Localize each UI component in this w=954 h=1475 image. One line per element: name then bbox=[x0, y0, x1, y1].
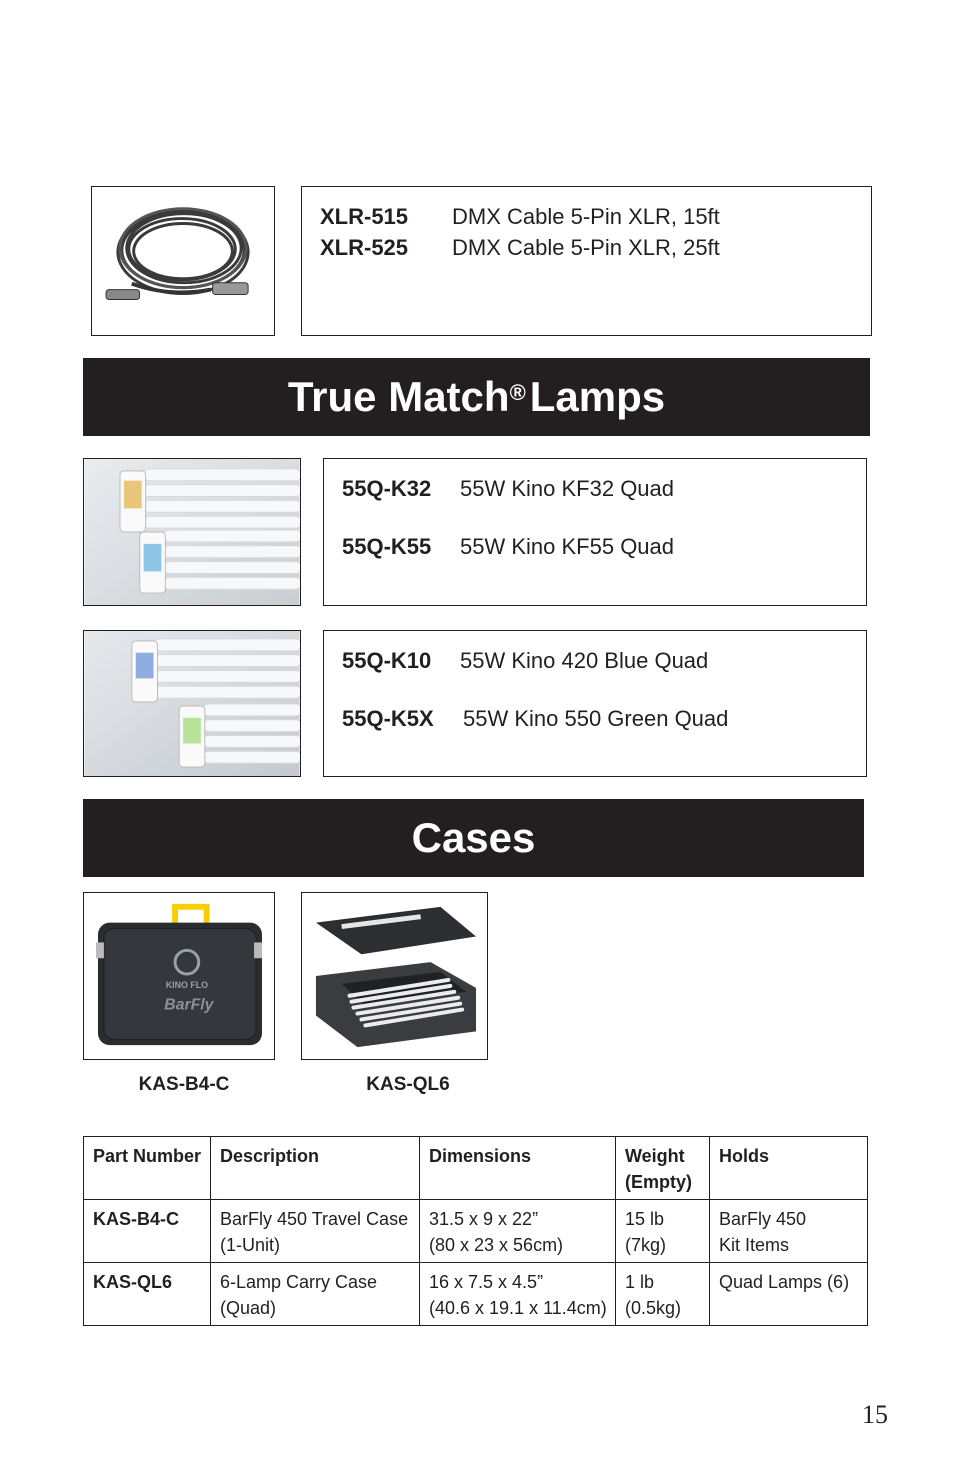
cell-line: 31.5 x 9 x 22” bbox=[429, 1209, 539, 1229]
part-number: XLR-525 bbox=[320, 235, 409, 260]
table-row bbox=[84, 1263, 868, 1326]
cable-spec-box bbox=[301, 186, 872, 336]
lamp-spec-line bbox=[342, 645, 866, 676]
header-weight bbox=[616, 1137, 710, 1200]
lamp-spec-line bbox=[342, 473, 866, 504]
cell-line: (Quad) bbox=[220, 1298, 277, 1318]
header-description: Description bbox=[211, 1137, 420, 1200]
table-header-row bbox=[84, 1137, 868, 1200]
part-number: 55Q-K10 bbox=[342, 648, 432, 673]
case-caption-kas-ql6: KAS-QL6 bbox=[366, 1074, 450, 1095]
cell-description bbox=[211, 1263, 420, 1326]
lamp-spec-box-b bbox=[323, 630, 867, 777]
header-weight-line2: (Empty) bbox=[625, 1172, 692, 1192]
cable-spec-line bbox=[320, 232, 871, 263]
cell-dimensions bbox=[420, 1200, 616, 1263]
part-number: 55Q-K32 bbox=[342, 476, 432, 501]
cell-weight bbox=[616, 1200, 710, 1263]
cell-line: Quad Lamps (6) bbox=[719, 1272, 850, 1292]
lamp-spec-line bbox=[342, 531, 866, 562]
part-description: 55W Kino KF55 Quad bbox=[460, 534, 675, 559]
cell-line: 1 lb bbox=[625, 1272, 655, 1292]
part-description: 55W Kino 550 Green Quad bbox=[463, 706, 729, 731]
lamp-spec-line bbox=[342, 703, 866, 734]
cell-line: (40.6 x 19.1 x 11.4cm) bbox=[429, 1298, 607, 1318]
registered-mark: ® bbox=[509, 380, 526, 405]
cell-holds bbox=[710, 1263, 868, 1326]
section-title: Cases bbox=[411, 814, 536, 861]
section-title: True Match bbox=[287, 373, 510, 420]
cable-spec-line bbox=[320, 201, 871, 232]
lamp-photo-420-550 bbox=[83, 630, 301, 777]
cell-line: Kit Items bbox=[719, 1235, 790, 1255]
barfly-case-photo bbox=[83, 892, 275, 1060]
part-description: DMX Cable 5-Pin XLR, 25ft bbox=[452, 235, 720, 260]
page-number: 15 bbox=[862, 1400, 888, 1429]
cases-spec-table bbox=[83, 1136, 868, 1326]
carry-case-image bbox=[302, 893, 487, 1059]
lamp-carry-case-photo bbox=[301, 892, 488, 1060]
quad-lamp-image bbox=[84, 631, 300, 776]
travel-case-image bbox=[84, 893, 274, 1059]
xlr-cable-image bbox=[92, 187, 274, 335]
cell-line: BarFly 450 Travel Case bbox=[220, 1209, 409, 1229]
cell-part-number: KAS-B4-C bbox=[84, 1200, 211, 1263]
section-title-suffix: Lamps bbox=[529, 373, 666, 420]
lamp-photo-kf32-kf55 bbox=[83, 458, 301, 606]
table-row bbox=[84, 1200, 868, 1263]
header-weight-line1: Weight bbox=[625, 1146, 685, 1166]
part-number: 55Q-K55 bbox=[342, 534, 432, 559]
case-caption-kas-b4-c: KAS-B4-C bbox=[138, 1074, 230, 1095]
cell-line: (80 x 23 x 56cm) bbox=[429, 1235, 564, 1255]
cell-line: 6-Lamp Carry Case bbox=[220, 1272, 378, 1292]
header-holds: Holds bbox=[710, 1137, 868, 1200]
part-number: 55Q-K5X bbox=[342, 706, 434, 731]
cell-line: BarFly 450 bbox=[719, 1209, 807, 1229]
true-match-lamps-banner bbox=[83, 358, 870, 436]
cell-line: (7kg) bbox=[625, 1235, 667, 1255]
cell-holds bbox=[710, 1200, 868, 1263]
cell-line: (1-Unit) bbox=[220, 1235, 281, 1255]
part-description: 55W Kino KF32 Quad bbox=[460, 476, 675, 501]
part-number: XLR-515 bbox=[320, 204, 409, 229]
part-description: DMX Cable 5-Pin XLR, 15ft bbox=[452, 204, 720, 229]
cell-line: 15 lb bbox=[625, 1209, 665, 1229]
case-brand-text: BarFly bbox=[164, 996, 214, 1014]
part-description: 55W Kino 420 Blue Quad bbox=[460, 648, 709, 673]
header-part-number: Part Number bbox=[84, 1137, 211, 1200]
quad-lamp-image bbox=[84, 459, 300, 605]
cell-description bbox=[211, 1200, 420, 1263]
header-dimensions: Dimensions bbox=[420, 1137, 616, 1200]
case-logo-text: KINO FLO bbox=[165, 979, 209, 990]
cell-weight bbox=[616, 1263, 710, 1326]
cell-line: (0.5kg) bbox=[625, 1298, 682, 1318]
cases-banner bbox=[83, 799, 864, 877]
cell-line: 16 x 7.5 x 4.5” bbox=[429, 1272, 544, 1292]
xlr-cable-photo bbox=[91, 186, 275, 336]
cell-part-number: KAS-QL6 bbox=[84, 1263, 211, 1326]
cell-dimensions bbox=[420, 1263, 616, 1326]
lamp-spec-box-a bbox=[323, 458, 867, 606]
